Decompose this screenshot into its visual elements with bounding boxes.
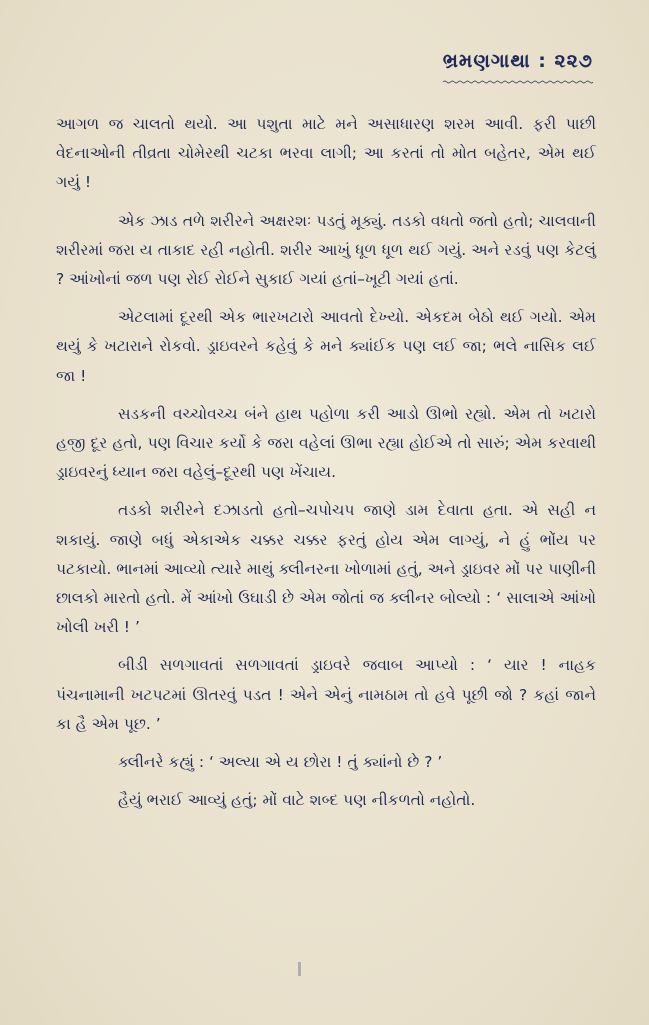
paragraph: એક ઝાડ તળે શરીરને અક્ષરશઃ પડતું મૂક્યું. તડકો વધતો જતો હતો; ચાલવાની શરીરમાં જરા ય તાકાદ રહી નહોતી. શરીર આખું ધૂળ ધૂળ થઈ ગયું. અને રડવું પણ કેટલું ? આંખોનાં જળ પણ રોઈ રોઈને સુકાઈ ગયાં હતાં–ખૂટી ગયાં હતાં. (56, 211, 596, 289)
paragraph: આગળ જ ચાલતો થયો. આ પશુતા માટે મને અસાધારણ શરમ આવી. ફરી પાછી વેદનાઓની તીવ્રતા ચોમેરથી ચટકા ભરવા લાગી; આ કરતાં તો મોત બહેતર, એમ થઈ ગયું ! (56, 115, 596, 192)
paragraph: હૈયું ભરાઈ આવ્યું હતું; મોં વાટે શબ્દ પણ નીકળતો નહોતો. (118, 791, 476, 810)
paragraph: સડકની વચ્ચોવચ્ચ બંને હાથ પહોળા કરી આડો ઊભો રહ્યો. એમ તો ખટારો હજી દૂર હતો, પણ વિચાર કર્યો કે જરા વહેલાં ઊભા રહ્યા હોઈએ તો સારું; એમ કરવાથી ડ્રાઇવરનું ધ્યાન જરા વહેલું–દૂરથી પણ ખેંચાય. (56, 404, 596, 482)
paragraph: એટલામાં દૂરથી એક ભારખટારો આવતો દેખ્યો. એકદમ બેઠો થઈ ગયો. એમ થયું કે ખટારાને રોકવો. ડ્રાઇવરને કહેવું કે મને ક્યાંઈક પણ લઈ જા; ભલે નાસિક લઈ જા ! (56, 308, 596, 385)
paragraph: તડકો શરીરને દઝાડતો હતો–ચપોચપ જાણે ડામ દેવાતા હતા. એ સહી ન શકાયું. જાણે બધું એકાએક ચક્કર ચક્કર ફરતું હોય એમ લાગ્યું, ને હું ભોંય પર પટકાયો. ભાનમાં આવ્યો ત્યારે માથું ક્લીનરના ખોળામાં હતું, અને ડ્રાઇવર મોં પર પાણીની છાલકો મારતો હતો. મેં આંખો ઉઘાડી છે એમ જોતાં જ ક્લીનર બોલ્યો : ‘ સાલાએ આંખો ખોલી ખરી ! ’ (56, 501, 596, 637)
running-header (443, 50, 593, 80)
page-mark (298, 962, 301, 976)
paragraph: બીડી સળગાવતાં સળગાવતાં ડ્રાઇવરે જવાબ આપ્યો : ‘ યાર ! નાહક પંચનામાની ખટપટમાં ઊતરવું પડત ! એને એનું નામઠામ તો હવે પૂછી જો ? કહાં જાને કા હૈ એમ પૂછ. ’ (56, 656, 596, 733)
header-wavy-rule (443, 80, 593, 84)
header-title: ભ્રમણગાથા : ૨૨૭ (442, 50, 593, 72)
paragraph: ક્લીનરે કહ્યું : ‘ અલ્યા એ ય છોરા ! તું ક્યાંનો છે ? ’ (118, 753, 443, 772)
body-text (56, 110, 596, 824)
